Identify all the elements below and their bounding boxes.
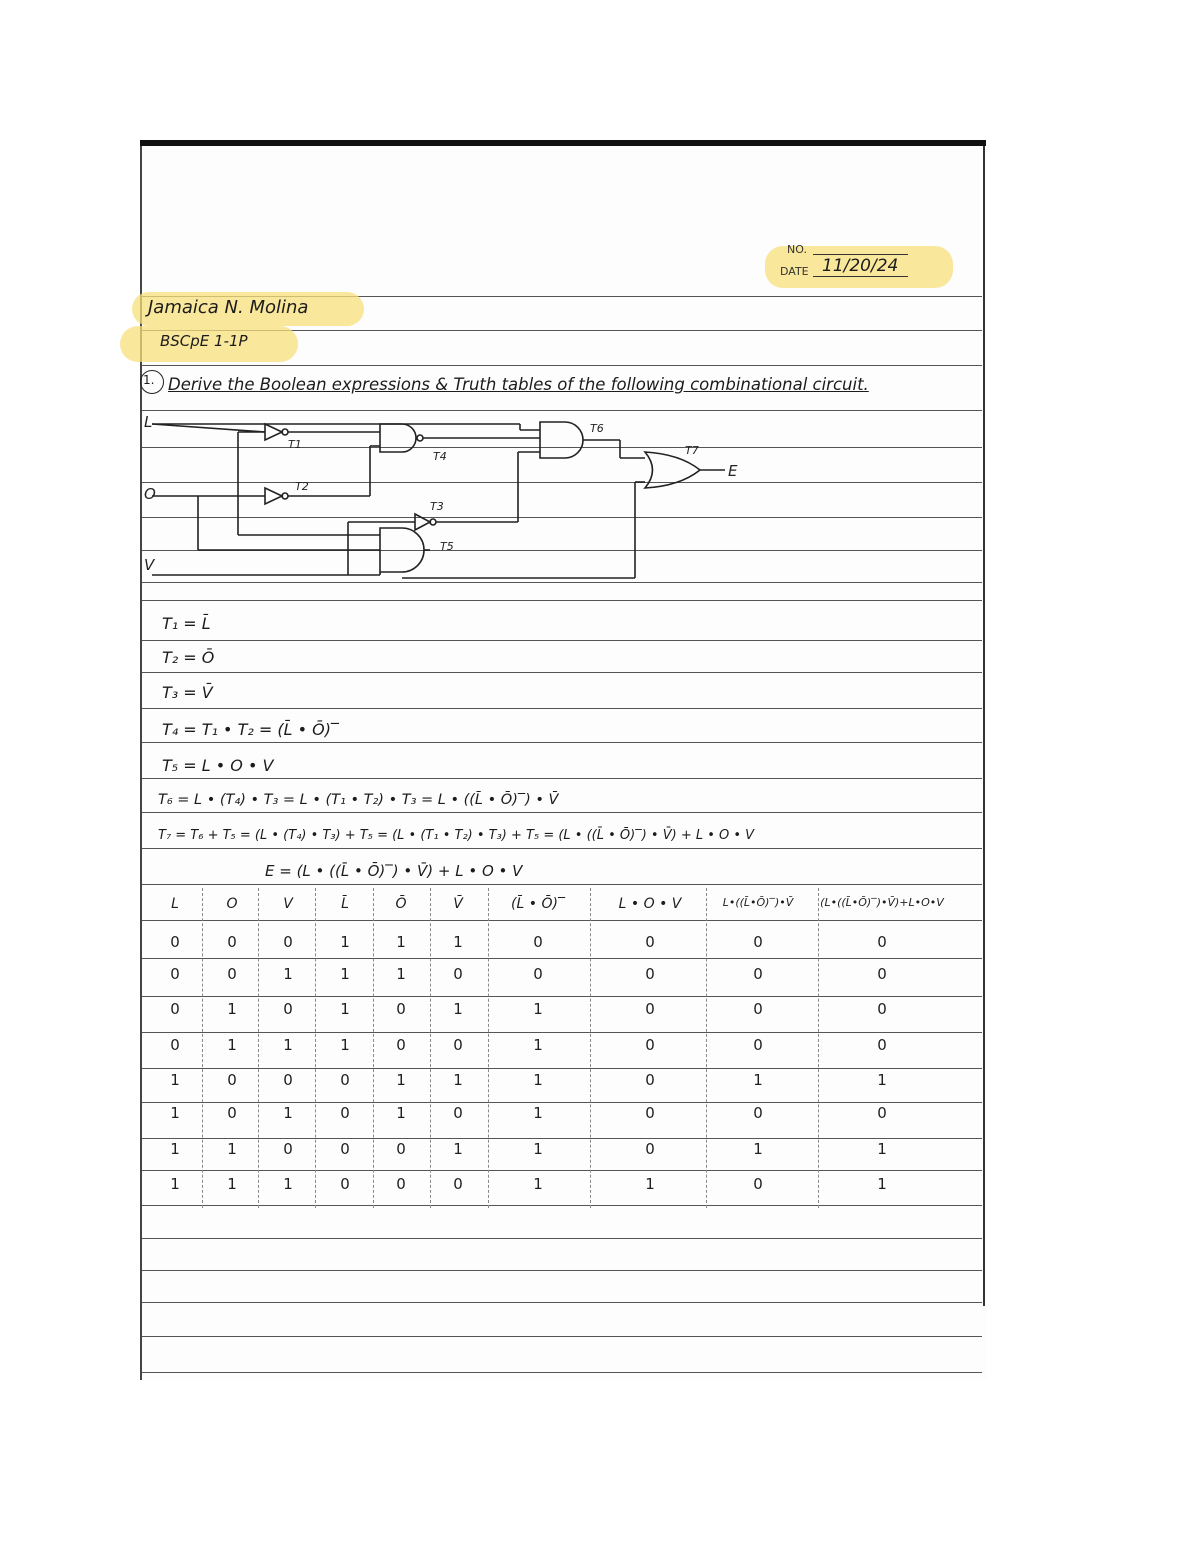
- table-cell: 0: [533, 933, 543, 951]
- table-cell: 0: [453, 1175, 463, 1193]
- ruled-line: [142, 742, 982, 743]
- table-cell: 1: [227, 1140, 237, 1158]
- table-cell: 0: [753, 1104, 763, 1122]
- ruled-line: [142, 1102, 982, 1103]
- table-cell: 0: [340, 1140, 350, 1158]
- table-cell: 1: [340, 933, 350, 951]
- input-label-o: O: [144, 485, 156, 503]
- table-header-cell: L̄: [341, 896, 349, 912]
- table-cell: 1: [396, 1104, 406, 1122]
- ruled-line: [142, 600, 982, 601]
- ruled-line: [142, 1238, 982, 1239]
- table-cell: 0: [877, 1000, 887, 1018]
- table-cell: 0: [753, 1000, 763, 1018]
- table-cell: 1: [283, 965, 293, 983]
- table-cell: 0: [170, 1000, 180, 1018]
- table-cell: 1: [170, 1104, 180, 1122]
- input-label-v: V: [144, 556, 155, 574]
- table-cell: 0: [877, 1036, 887, 1054]
- table-cell: 0: [340, 1175, 350, 1193]
- table-cell: 1: [533, 1104, 543, 1122]
- table-cell: 1: [227, 1000, 237, 1018]
- gate-label-t5: T5: [440, 540, 454, 553]
- table-cell: 1: [453, 1000, 463, 1018]
- table-cell: 1: [645, 1175, 655, 1193]
- table-cell: 1: [453, 1140, 463, 1158]
- table-cell: 1: [340, 965, 350, 983]
- table-cell: 0: [170, 965, 180, 983]
- expression-t2: T₂ = Ō: [162, 648, 215, 667]
- ruled-line: [142, 996, 982, 997]
- table-cell: 0: [170, 933, 180, 951]
- table-cell: 0: [533, 965, 543, 983]
- table-header-cell: (L̄ • Ō)‾: [511, 896, 565, 912]
- table-cell: 1: [396, 933, 406, 951]
- table-cell: 0: [645, 1000, 655, 1018]
- expression-t3: T₃ = V̄: [162, 683, 213, 702]
- table-header-cell: L • O • V: [618, 896, 682, 912]
- table-cell: 1: [877, 1140, 887, 1158]
- table-cell: 0: [453, 965, 463, 983]
- table-cell: 1: [877, 1071, 887, 1089]
- table-divider: [706, 888, 707, 1208]
- table-header-cell: Ō: [395, 896, 407, 912]
- ruled-line: [142, 778, 982, 779]
- table-cell: 0: [877, 1104, 887, 1122]
- table-cell: 1: [340, 1036, 350, 1054]
- table-divider: [590, 888, 591, 1208]
- ruled-line: [142, 1138, 982, 1139]
- table-cell: 0: [645, 1036, 655, 1054]
- question-number: 1.: [143, 373, 155, 387]
- table-cell: 0: [645, 965, 655, 983]
- table-cell: 1: [340, 1000, 350, 1018]
- gate-label-t1: T1: [288, 438, 302, 451]
- table-cell: 1: [753, 1071, 763, 1089]
- table-cell: 0: [340, 1071, 350, 1089]
- input-label-l: L: [144, 413, 153, 431]
- gate-label-t7: T7: [685, 444, 699, 457]
- table-cell: 0: [645, 933, 655, 951]
- table-cell: 0: [396, 1036, 406, 1054]
- gate-label-t6: T6: [590, 422, 604, 435]
- table-cell: 0: [877, 933, 887, 951]
- table-cell: 0: [645, 1071, 655, 1089]
- table-cell: 1: [533, 1036, 543, 1054]
- ruled-line: [142, 884, 982, 885]
- date-value: 11/20/24: [822, 256, 899, 276]
- table-header-cell: L•((L̄•Ō)‾)•V̄: [722, 896, 794, 909]
- table-cell: 0: [227, 1071, 237, 1089]
- table-cell: 0: [645, 1104, 655, 1122]
- date-underline: [813, 276, 908, 277]
- table-divider: [315, 888, 316, 1208]
- table-cell: 0: [340, 1104, 350, 1122]
- table-cell: 0: [227, 1104, 237, 1122]
- ruled-line: [142, 1270, 982, 1271]
- ruled-line: [142, 640, 982, 641]
- table-cell: 1: [453, 933, 463, 951]
- table-cell: 1: [533, 1175, 543, 1193]
- table-cell: 0: [396, 1140, 406, 1158]
- table-cell: 0: [877, 965, 887, 983]
- table-cell: 1: [453, 1071, 463, 1089]
- table-cell: 0: [753, 965, 763, 983]
- expression-t4: T₄ = T₁ • T₂ = (L̄ • Ō)‾: [162, 720, 339, 739]
- ruled-line: [142, 672, 982, 673]
- table-header-cell: L: [171, 896, 179, 912]
- no-underline: [813, 254, 908, 255]
- ruled-line: [142, 848, 982, 849]
- page-top-edge: [140, 140, 986, 146]
- ruled-line: [142, 708, 982, 709]
- ruled-line: [142, 1068, 982, 1069]
- gate-label-t3: T3: [430, 500, 444, 513]
- table-cell: 0: [227, 965, 237, 983]
- ruled-line: [142, 812, 982, 813]
- ruled-line: [142, 1170, 982, 1171]
- gate-label-t4: T4: [433, 450, 447, 463]
- table-cell: 0: [453, 1036, 463, 1054]
- expression-t1: T₁ = L̄: [162, 614, 211, 633]
- table-divider: [818, 888, 819, 1208]
- table-cell: 0: [753, 1175, 763, 1193]
- table-cell: 1: [533, 1071, 543, 1089]
- table-cell: 1: [396, 1071, 406, 1089]
- table-header-cell: (L•((L̄•Ō)‾)•V̄)+L•O•V: [820, 896, 944, 909]
- output-label: E: [728, 462, 738, 480]
- table-cell: 1: [396, 965, 406, 983]
- ruled-line: [142, 1205, 982, 1206]
- table-cell: 1: [283, 1104, 293, 1122]
- table-cell: 0: [396, 1175, 406, 1193]
- table-cell: 0: [283, 1140, 293, 1158]
- table-cell: 1: [227, 1175, 237, 1193]
- ruled-line: [142, 1032, 982, 1033]
- expression-t7: T₇ = T₆ + T₅ = (L • (T₄) • T₃) + T₅ = (L • (T₁ • T₂) • T₃) + T₅ = (L • ((L̄ • Ō)‾) • V̄) + L • O • V: [158, 828, 755, 843]
- page-right-edge: [983, 146, 985, 1306]
- ruled-line: [142, 365, 982, 366]
- ruled-line: [142, 1302, 982, 1303]
- table-cell: 1: [877, 1175, 887, 1193]
- table-cell: 0: [283, 1000, 293, 1018]
- table-header-cell: V: [283, 896, 293, 912]
- table-header-cell: V̄: [453, 896, 463, 912]
- gate-label-t2: T2: [295, 480, 309, 493]
- ruled-line: [142, 1372, 982, 1373]
- table-cell: 1: [170, 1071, 180, 1089]
- table-cell: 0: [170, 1036, 180, 1054]
- table-divider: [258, 888, 259, 1208]
- table-cell: 1: [227, 1036, 237, 1054]
- table-cell: 0: [753, 1036, 763, 1054]
- table-divider: [430, 888, 431, 1208]
- table-cell: 0: [283, 1071, 293, 1089]
- student-name: Jamaica N. Molina: [148, 297, 309, 318]
- table-cell: 1: [283, 1175, 293, 1193]
- table-divider: [373, 888, 374, 1208]
- table-cell: 1: [170, 1175, 180, 1193]
- ruled-line: [142, 1336, 982, 1337]
- table-cell: 1: [283, 1036, 293, 1054]
- table-divider: [202, 888, 203, 1208]
- table-cell: 1: [170, 1140, 180, 1158]
- table-cell: 0: [227, 933, 237, 951]
- date-label: DATE: [780, 265, 809, 278]
- table-header-cell: O: [226, 896, 238, 912]
- table-cell: 0: [396, 1000, 406, 1018]
- table-cell: 1: [533, 1140, 543, 1158]
- table-cell: 0: [645, 1140, 655, 1158]
- table-cell: 1: [753, 1140, 763, 1158]
- table-cell: 0: [753, 933, 763, 951]
- table-cell: 1: [533, 1000, 543, 1018]
- table-cell: 0: [283, 933, 293, 951]
- question-prompt: Derive the Boolean expressions & Truth tables of the following combinational circuit.: [168, 375, 869, 394]
- expression-t6: T₆ = L • (T₄) • T₃ = L • (T₁ • T₂) • T₃ = L • ((L̄ • Ō)‾) • V̄: [158, 792, 559, 808]
- no-label: NO.: [787, 243, 807, 256]
- table-cell: 0: [453, 1104, 463, 1122]
- table-divider: [488, 888, 489, 1208]
- logic-circuit-diagram: [140, 410, 760, 590]
- expression-e: E = (L • ((L̄ • Ō)‾) • V̄) + L • O • V: [265, 862, 523, 880]
- student-section: BSCpE 1-1P: [160, 332, 248, 350]
- ruled-line: [142, 958, 982, 959]
- expression-t5: T₅ = L • O • V: [162, 756, 274, 775]
- ruled-line: [142, 920, 982, 921]
